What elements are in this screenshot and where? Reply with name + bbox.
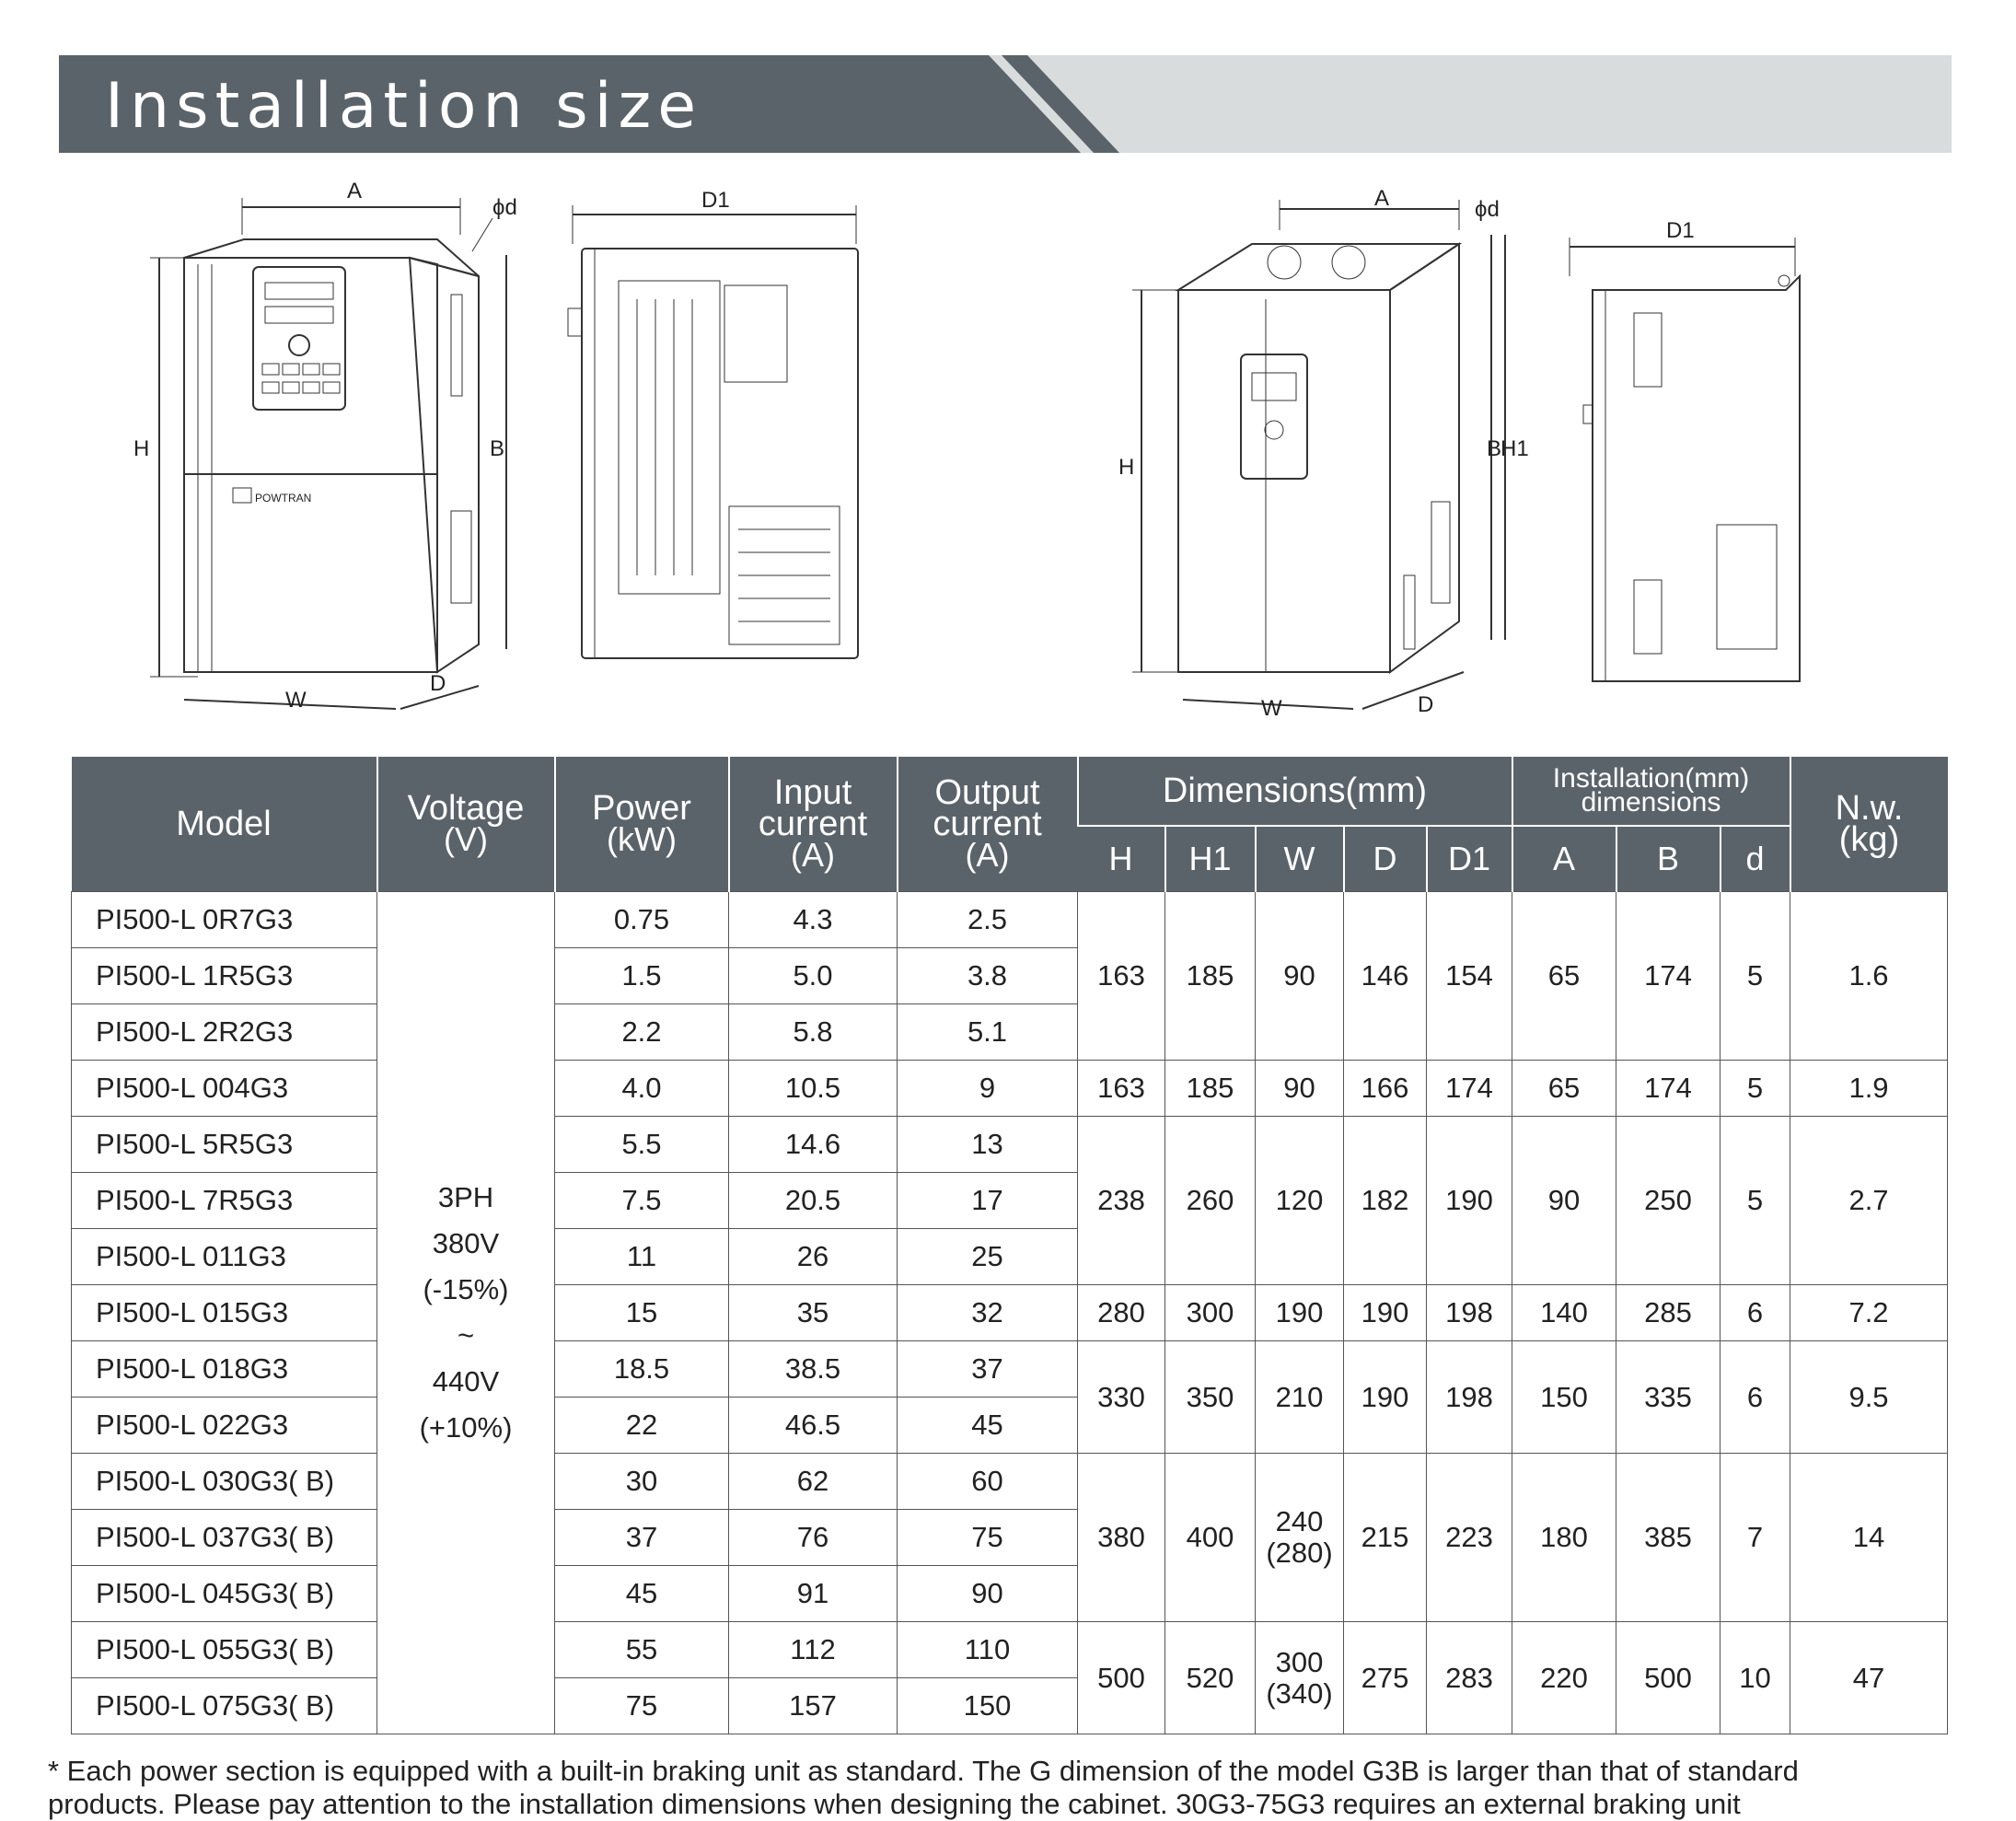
h-cell: 380 [1078, 1454, 1165, 1622]
label-depth: D [430, 671, 446, 696]
header-h1: H1 [1165, 826, 1256, 892]
large-unit-front-drawing [1114, 189, 1537, 732]
input-current-cell: 38.5 [729, 1341, 898, 1398]
header-w: W [1256, 826, 1344, 892]
b-cell: 174 [1616, 892, 1721, 1061]
model-cell: PI500-L 7R5G3 [72, 1173, 377, 1229]
power-cell: 1.5 [555, 948, 729, 1004]
w-cell: 190 [1256, 1285, 1344, 1341]
header-power: Power (kW) [555, 757, 729, 892]
input-current-cell: 26 [729, 1229, 898, 1285]
header-small-d: d [1721, 826, 1790, 892]
output-current-cell: 32 [898, 1285, 1078, 1341]
output-current-cell: 17 [898, 1173, 1078, 1229]
a-cell: 90 [1512, 1117, 1616, 1285]
label-a: A [1374, 189, 1390, 211]
h1-cell: 400 [1165, 1454, 1256, 1622]
power-cell: 22 [555, 1398, 729, 1454]
header-installation-dimensions: Installation(mm) dimensions [1512, 757, 1790, 826]
d-cell: 275 [1344, 1622, 1427, 1734]
power-cell: 55 [555, 1622, 729, 1678]
output-current-cell: 45 [898, 1398, 1078, 1454]
h1-cell: 350 [1165, 1341, 1256, 1454]
d1-cell: 174 [1427, 1061, 1512, 1117]
section-banner [59, 55, 1952, 153]
label-h1: H1 [1500, 436, 1529, 461]
h1-cell: 300 [1165, 1285, 1256, 1341]
input-current-cell: 112 [729, 1622, 898, 1678]
a-cell: 140 [1512, 1285, 1616, 1341]
power-cell: 7.5 [555, 1173, 729, 1229]
header-model: Model [72, 757, 377, 892]
weight-cell: 1.9 [1790, 1061, 1948, 1117]
h1-cell: 520 [1165, 1622, 1256, 1734]
a-cell: 65 [1512, 892, 1616, 1061]
output-current-cell: 25 [898, 1229, 1078, 1285]
w-cell: 210 [1256, 1341, 1344, 1454]
h-cell: 330 [1078, 1341, 1165, 1454]
h-cell: 238 [1078, 1117, 1165, 1285]
input-current-cell: 5.8 [729, 1004, 898, 1061]
power-cell: 2.2 [555, 1004, 729, 1061]
label-phi-d: ϕd [492, 195, 517, 220]
model-cell: PI500-L 2R2G3 [72, 1004, 377, 1061]
d-cell: 182 [1344, 1117, 1427, 1285]
power-cell: 11 [555, 1229, 729, 1285]
w-cell: 240 (280) [1256, 1454, 1344, 1622]
output-current-cell: 3.8 [898, 948, 1078, 1004]
small-d-cell: 6 [1721, 1341, 1790, 1454]
header-h: H [1078, 826, 1165, 892]
small-d-cell: 5 [1721, 892, 1790, 1061]
model-cell: PI500-L 015G3 [72, 1285, 377, 1341]
label-w: W [285, 688, 307, 713]
table-header-row [72, 757, 1948, 826]
header-output-current: Output current (A) [898, 757, 1078, 892]
model-cell: PI500-L 055G3( B) [72, 1622, 377, 1678]
header-voltage: Voltage (V) [377, 757, 555, 892]
power-cell: 15 [555, 1285, 729, 1341]
d-cell: 146 [1344, 892, 1427, 1061]
a-cell: 150 [1512, 1341, 1616, 1454]
output-current-cell: 150 [898, 1678, 1078, 1734]
small-d-cell: 5 [1721, 1117, 1790, 1285]
output-current-cell: 110 [898, 1622, 1078, 1678]
header-input-current: Input current (A) [729, 757, 898, 892]
power-cell: 30 [555, 1454, 729, 1510]
footnote-line-1: * Each power section is equipped with a built-in braking unit as standard. The G dimension of the model G3B is larger than that of standard [48, 1755, 1799, 1787]
model-cell: PI500-L 011G3 [72, 1229, 377, 1285]
weight-cell: 14 [1790, 1454, 1948, 1622]
small-d-cell: 7 [1721, 1454, 1790, 1622]
input-current-cell: 14.6 [729, 1117, 898, 1173]
model-cell: PI500-L 030G3( B) [72, 1454, 377, 1510]
a-cell: 180 [1512, 1454, 1616, 1622]
label-w: W [1261, 696, 1282, 721]
power-cell: 18.5 [555, 1341, 729, 1398]
input-current-cell: 4.3 [729, 892, 898, 948]
small-unit-side-drawing [563, 189, 867, 667]
h1-cell: 185 [1165, 1061, 1256, 1117]
label-a: A [347, 180, 363, 203]
h1-cell: 185 [1165, 892, 1256, 1061]
output-current-cell: 9 [898, 1061, 1078, 1117]
model-cell: PI500-L 022G3 [72, 1398, 377, 1454]
power-cell: 4.0 [555, 1061, 729, 1117]
d-cell: 190 [1344, 1341, 1427, 1454]
b-cell: 285 [1616, 1285, 1721, 1341]
model-cell: PI500-L 1R5G3 [72, 948, 377, 1004]
h-cell: 163 [1078, 892, 1165, 1061]
weight-cell: 9.5 [1790, 1341, 1948, 1454]
input-current-cell: 5.0 [729, 948, 898, 1004]
label-b: B [490, 436, 505, 461]
section-title: Installation size [105, 70, 703, 143]
table-row [72, 1285, 1948, 1341]
specification-table [71, 757, 1947, 1734]
label-h: H [1118, 455, 1135, 480]
output-current-cell: 2.5 [898, 892, 1078, 948]
h-cell: 280 [1078, 1285, 1165, 1341]
input-current-cell: 76 [729, 1510, 898, 1566]
voltage-cell: 3PH 380V (-15%) ~ 440V (+10%) [377, 892, 555, 1734]
table-row [72, 1117, 1948, 1173]
output-current-cell: 60 [898, 1454, 1078, 1510]
small-unit-front-drawing [133, 180, 529, 723]
d-cell: 166 [1344, 1061, 1427, 1117]
output-current-cell: 90 [898, 1566, 1078, 1622]
power-cell: 0.75 [555, 892, 729, 948]
h-cell: 163 [1078, 1061, 1165, 1117]
model-cell: PI500-L 018G3 [72, 1341, 377, 1398]
input-current-cell: 46.5 [729, 1398, 898, 1454]
b-cell: 500 [1616, 1622, 1721, 1734]
power-cell: 45 [555, 1566, 729, 1622]
header-d: D [1344, 826, 1427, 892]
weight-cell: 47 [1790, 1622, 1948, 1734]
label-h: H [133, 436, 150, 461]
large-unit-side-drawing [1565, 221, 1804, 700]
h-cell: 500 [1078, 1622, 1165, 1734]
model-cell: PI500-L 045G3( B) [72, 1566, 377, 1622]
header-d1: D1 [1427, 826, 1512, 892]
output-current-cell: 37 [898, 1341, 1078, 1398]
header-net-weight: N.w. (kg) [1790, 757, 1948, 892]
d-cell: 190 [1344, 1285, 1427, 1341]
power-cell: 37 [555, 1510, 729, 1566]
header-a: A [1512, 826, 1616, 892]
input-current-cell: 20.5 [729, 1173, 898, 1229]
w-cell: 90 [1256, 1061, 1344, 1117]
label-phi-d: ϕd [1475, 197, 1500, 222]
header-b: B [1616, 826, 1721, 892]
b-cell: 250 [1616, 1117, 1721, 1285]
input-current-cell: 10.5 [729, 1061, 898, 1117]
a-cell: 220 [1512, 1622, 1616, 1734]
d1-cell: 154 [1427, 892, 1512, 1061]
table-row [72, 1061, 1948, 1117]
input-current-cell: 62 [729, 1454, 898, 1510]
output-current-cell: 13 [898, 1117, 1078, 1173]
label-b: B [1487, 436, 1502, 461]
header-dimensions: Dimensions(mm) [1078, 757, 1512, 826]
small-d-cell: 5 [1721, 1061, 1790, 1117]
model-cell: PI500-L 037G3( B) [72, 1510, 377, 1566]
output-current-cell: 75 [898, 1510, 1078, 1566]
w-cell: 300 (340) [1256, 1622, 1344, 1734]
b-cell: 335 [1616, 1341, 1721, 1454]
a-cell: 65 [1512, 1061, 1616, 1117]
weight-cell: 1.6 [1790, 892, 1948, 1061]
input-current-cell: 157 [729, 1678, 898, 1734]
d1-cell: 198 [1427, 1341, 1512, 1454]
table-row [72, 1454, 1948, 1510]
small-d-cell: 6 [1721, 1285, 1790, 1341]
table-row [72, 1622, 1948, 1678]
d1-cell: 198 [1427, 1285, 1512, 1341]
label-d1: D1 [1666, 221, 1695, 243]
w-cell: 120 [1256, 1117, 1344, 1285]
b-cell: 174 [1616, 1061, 1721, 1117]
table-row [72, 892, 1948, 948]
input-current-cell: 35 [729, 1285, 898, 1341]
brand-logo-text: POWTRAN [255, 492, 312, 505]
weight-cell: 2.7 [1790, 1117, 1948, 1285]
model-cell: PI500-L 5R5G3 [72, 1117, 377, 1173]
input-current-cell: 91 [729, 1566, 898, 1622]
d1-cell: 283 [1427, 1622, 1512, 1734]
weight-cell: 7.2 [1790, 1285, 1948, 1341]
h1-cell: 260 [1165, 1117, 1256, 1285]
model-cell: PI500-L 075G3( B) [72, 1678, 377, 1734]
label-depth: D [1418, 692, 1434, 717]
model-cell: PI500-L 0R7G3 [72, 892, 377, 948]
power-cell: 75 [555, 1678, 729, 1734]
table-row [72, 1341, 1948, 1398]
d1-cell: 223 [1427, 1454, 1512, 1622]
w-cell: 90 [1256, 892, 1344, 1061]
footnote [48, 1755, 1981, 1821]
power-cell: 5.5 [555, 1117, 729, 1173]
model-cell: PI500-L 004G3 [72, 1061, 377, 1117]
d-cell: 215 [1344, 1454, 1427, 1622]
footnote-line-2: products. Please pay attention to the installation dimensions when designing the cabinet. 30G3-75G3 requires an external braking unit [48, 1788, 1741, 1820]
small-d-cell: 10 [1721, 1622, 1790, 1734]
output-current-cell: 5.1 [898, 1004, 1078, 1061]
label-d1: D1 [701, 189, 730, 213]
d1-cell: 190 [1427, 1117, 1512, 1285]
b-cell: 385 [1616, 1454, 1721, 1622]
